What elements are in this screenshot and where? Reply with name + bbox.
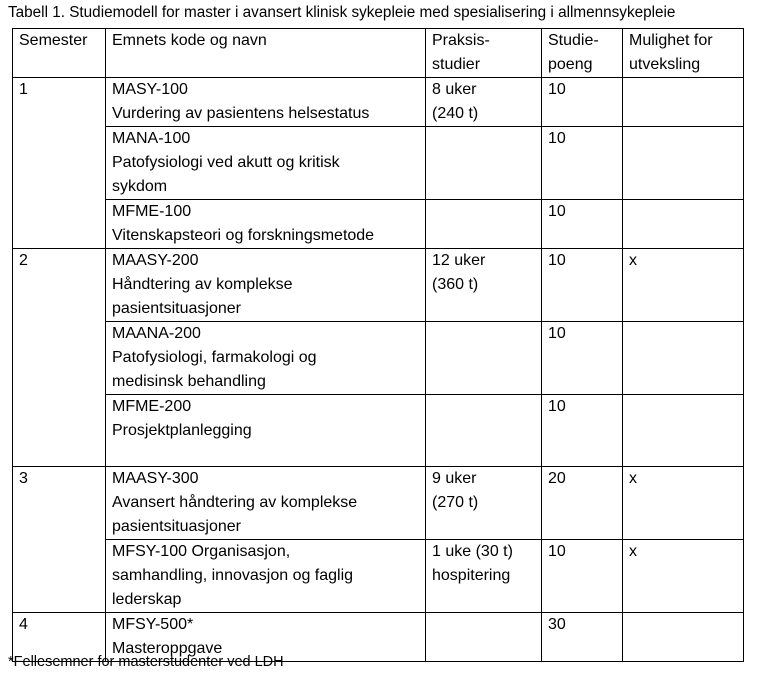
- exchange-cell: x: [623, 249, 744, 322]
- exchange-cell: [623, 395, 744, 467]
- exchange-cell: [623, 127, 744, 200]
- credits-cell: 10: [542, 78, 623, 127]
- exchange-cell: [623, 200, 744, 249]
- header-practice: Praksis- studier: [426, 29, 542, 78]
- table-row: [13, 127, 744, 200]
- practice-cell: [426, 200, 542, 249]
- table-row: [13, 322, 744, 395]
- practice-cell: 8 uker (240 t): [426, 78, 542, 127]
- course-cell: MFME-100 Vitenskapsteori og forskningsmetode: [106, 200, 426, 249]
- table-row: [13, 395, 744, 467]
- practice-cell: [426, 127, 542, 200]
- study-model-table: [12, 28, 744, 662]
- practice-cell: 9 uker (270 t): [426, 467, 542, 540]
- header-exchange: Mulighet for utveksling: [623, 29, 744, 78]
- course-cell: MAANA-200 Patofysiologi, farmakologi og medisinsk behandling: [106, 322, 426, 395]
- semester-cell: 3: [13, 467, 106, 613]
- credits-cell: 10: [542, 127, 623, 200]
- practice-cell: [426, 395, 542, 467]
- table-row: [13, 540, 744, 613]
- course-cell: MFME-200 Prosjektplanlegging: [106, 395, 426, 467]
- credits-cell: 20: [542, 467, 623, 540]
- semester-cell: 2: [13, 249, 106, 467]
- practice-cell: 12 uker (360 t): [426, 249, 542, 322]
- table-row: [13, 78, 744, 127]
- exchange-cell: [623, 78, 744, 127]
- course-cell: MASY-100 Vurdering av pasientens helsestatus: [106, 78, 426, 127]
- credits-cell: 10: [542, 540, 623, 613]
- header-course: Emnets kode og navn: [106, 29, 426, 78]
- table-header-row: [13, 29, 744, 78]
- semester-cell: 1: [13, 78, 106, 249]
- course-cell: MAASY-300 Avansert håndtering av komplekse pasientsituasjoner: [106, 467, 426, 540]
- credits-cell: 10: [542, 395, 623, 467]
- table-footnote: *Fellesemner for masterstudenter ved LDH: [8, 654, 284, 670]
- practice-cell: 1 uke (30 t) hospitering: [426, 540, 542, 613]
- header-credits: Studie- poeng: [542, 29, 623, 78]
- semester-cell: 4: [13, 613, 106, 662]
- table-row: [13, 249, 744, 322]
- course-cell: MAASY-200 Håndtering av komplekse pasientsituasjoner: [106, 249, 426, 322]
- exchange-cell: x: [623, 467, 744, 540]
- credits-cell: 30: [542, 613, 623, 662]
- credits-cell: 10: [542, 322, 623, 395]
- table-caption: Tabell 1. Studiemodell for master i avansert klinisk sykepleie med spesialisering i allmennsykepleie: [8, 4, 676, 21]
- course-cell: MFSY-500* Masteroppgave: [106, 613, 426, 662]
- exchange-cell: [623, 613, 744, 662]
- credits-cell: 10: [542, 249, 623, 322]
- practice-cell: [426, 322, 542, 395]
- course-cell: MFSY-100 Organisasjon, samhandling, innovasjon og faglig lederskap: [106, 540, 426, 613]
- exchange-cell: [623, 322, 744, 395]
- table-row: [13, 200, 744, 249]
- table-row: [13, 467, 744, 540]
- course-cell: MANA-100 Patofysiologi ved akutt og kritisk sykdom: [106, 127, 426, 200]
- practice-cell: [426, 613, 542, 662]
- header-semester: Semester: [13, 29, 106, 78]
- exchange-cell: x: [623, 540, 744, 613]
- credits-cell: 10: [542, 200, 623, 249]
